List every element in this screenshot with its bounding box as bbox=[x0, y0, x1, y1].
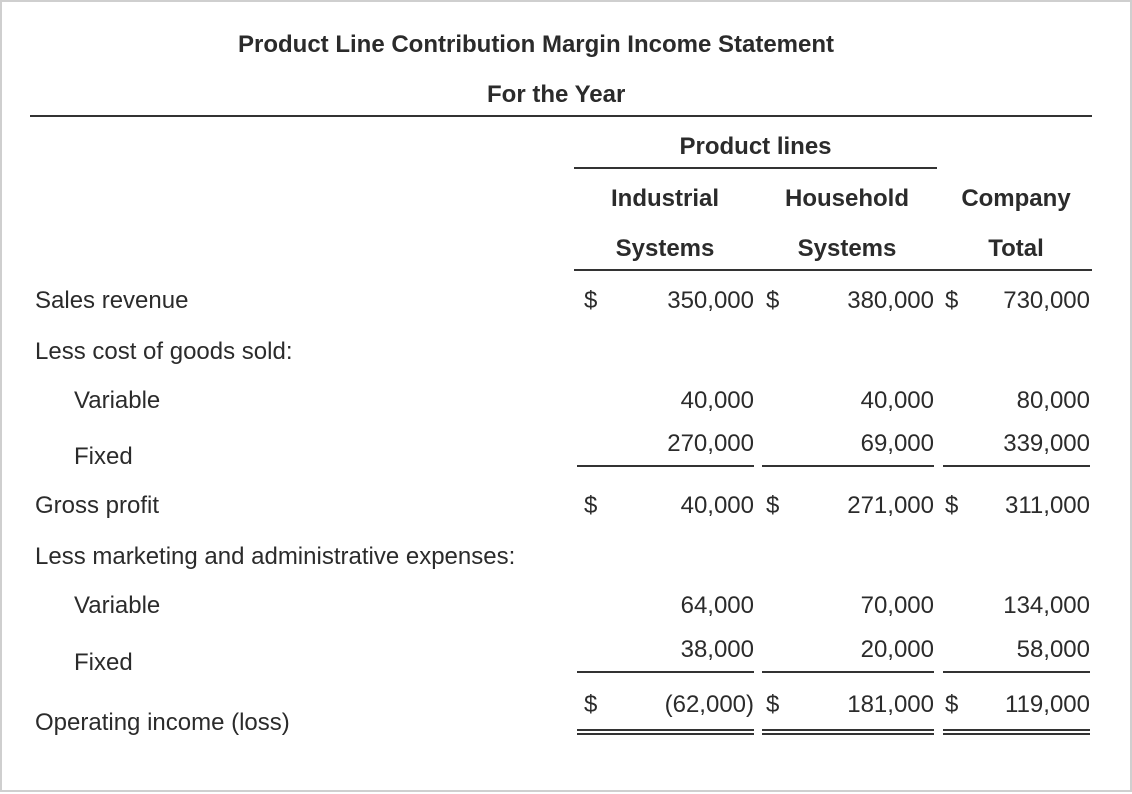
dollar-sign: $ bbox=[766, 492, 780, 519]
product-lines-header: Product lines bbox=[679, 133, 832, 160]
dollar-sign: $ bbox=[945, 691, 959, 718]
total-double-rule bbox=[762, 729, 934, 735]
col-household-line1: Household bbox=[785, 185, 909, 212]
row-label-cogs-heading: Less cost of goods sold: bbox=[35, 338, 293, 365]
row-label-variable: Variable bbox=[74, 592, 161, 619]
statement-subtitle: For the Year bbox=[487, 81, 626, 108]
cell-household: 380,000 bbox=[847, 287, 934, 314]
col-company-line1: Company bbox=[961, 185, 1071, 212]
cell-industrial: 350,000 bbox=[667, 287, 754, 314]
title-rule bbox=[30, 115, 1092, 117]
cell-company: 58,000 bbox=[1016, 636, 1090, 663]
dollar-sign: $ bbox=[584, 492, 598, 519]
product-lines-rule bbox=[574, 167, 937, 169]
statement-title: Product Line Contribution Margin Income Statement bbox=[238, 31, 835, 58]
subtotal-rule bbox=[577, 671, 754, 673]
cell-industrial: 38,000 bbox=[680, 636, 754, 663]
cell-company: 80,000 bbox=[1016, 387, 1090, 414]
subtotal-rule bbox=[762, 465, 934, 467]
row-label-ma-heading: Less marketing and administrative expenses: bbox=[35, 543, 516, 570]
cell-industrial: 64,000 bbox=[680, 592, 754, 619]
subtotal-rule bbox=[943, 465, 1090, 467]
row-label-fixed: Fixed bbox=[74, 649, 133, 676]
row-label-variable: Variable bbox=[74, 387, 161, 414]
cell-household: 181,000 bbox=[847, 691, 934, 718]
cell-industrial: 40,000 bbox=[680, 492, 754, 519]
cell-household: 70,000 bbox=[860, 592, 934, 619]
dollar-sign: $ bbox=[766, 691, 780, 718]
dollar-sign: $ bbox=[945, 287, 959, 314]
cell-household: 271,000 bbox=[847, 492, 934, 519]
header-rule bbox=[574, 269, 1092, 271]
cell-company: 339,000 bbox=[1003, 430, 1090, 457]
cell-household: 69,000 bbox=[860, 430, 934, 457]
row-label-sales-revenue: Sales revenue bbox=[35, 287, 189, 314]
cell-company: 134,000 bbox=[1003, 592, 1090, 619]
subtotal-rule bbox=[943, 671, 1090, 673]
cell-industrial: (62,000) bbox=[664, 691, 754, 718]
cell-company: 119,000 bbox=[1005, 691, 1090, 718]
total-double-rule bbox=[943, 729, 1090, 735]
total-double-rule bbox=[577, 729, 754, 735]
col-industrial-line2: Systems bbox=[615, 235, 715, 262]
col-household-line2: Systems bbox=[797, 235, 897, 262]
subtotal-rule bbox=[577, 465, 754, 467]
cell-industrial: 270,000 bbox=[667, 430, 754, 457]
col-company-line2: Total bbox=[988, 235, 1044, 262]
cell-household: 20,000 bbox=[860, 636, 934, 663]
cell-company: 311,000 bbox=[1005, 492, 1090, 519]
subtotal-rule bbox=[762, 671, 934, 673]
row-label-fixed: Fixed bbox=[74, 443, 133, 470]
row-label-operating-income: Operating income (loss) bbox=[35, 709, 290, 736]
dollar-sign: $ bbox=[584, 287, 598, 314]
dollar-sign: $ bbox=[766, 287, 780, 314]
col-industrial-line1: Industrial bbox=[610, 185, 719, 212]
dollar-sign: $ bbox=[945, 492, 959, 519]
cell-company: 730,000 bbox=[1003, 287, 1090, 314]
cell-industrial: 40,000 bbox=[680, 387, 754, 414]
cell-household: 40,000 bbox=[860, 387, 934, 414]
dollar-sign: $ bbox=[584, 691, 598, 718]
row-label-gross-profit: Gross profit bbox=[35, 492, 160, 519]
